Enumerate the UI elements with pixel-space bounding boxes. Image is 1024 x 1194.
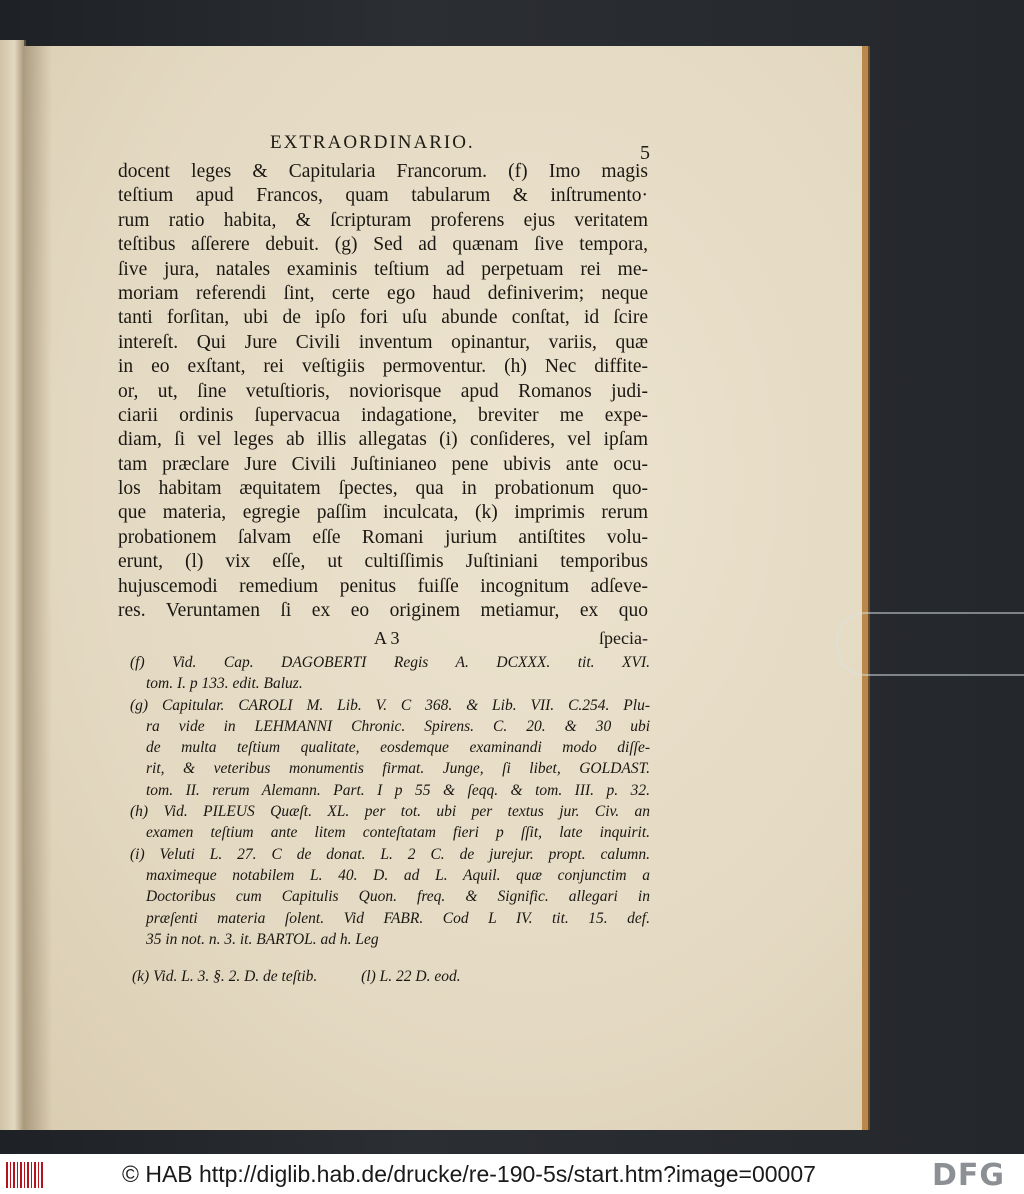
footnotes <box>130 652 650 950</box>
footnote-line: (f) Vid. Cap. DAGOBERTI Regis A. DCXXX. tit. XVI. <box>130 654 650 671</box>
body-line: diam, ſi vel leges ab illis allegatas (i) conſideres, vel ipſam <box>118 429 648 451</box>
catchword: ſpecia- <box>599 628 648 648</box>
footnote-g <box>130 695 650 801</box>
body-line: tanti forſitan, ubi de ipſo fori uſu abunde conſtat, id ſcire <box>118 307 648 329</box>
footnote-f <box>130 652 650 695</box>
signature-mark: A 3 <box>374 628 400 648</box>
signature-line <box>118 626 648 652</box>
footnote-line: (g) Capitular. CAROLI M. Lib. V. C 368. & Lib. VII. C.254. Plu- <box>130 696 650 714</box>
footnote-line: præſenti materia ſolent. Vid FABR. Cod L IV. tit. 15. def. <box>146 909 650 927</box>
footnote-line: tom. I. p 133. edit. Baluz. <box>146 675 303 693</box>
footnote-l: (l) L. 22 D. eod. <box>361 968 461 985</box>
footnote-line: tom. II. rerum Alemann. Part. I p 55 & ſeqq. & tom. III. p. 32. <box>146 781 650 799</box>
footnote-i <box>130 844 650 950</box>
footnote-k: (k) Vid. L. 3. §. 2. D. de teſtib. <box>132 968 318 985</box>
footnote-line: de multa teſtium qualitate, eosdemque examinandi modo diſſe- <box>146 739 650 757</box>
gutter-shadow <box>24 46 52 1130</box>
body-line: tam præclare Jure Civili Juſtinianeo pene ubivis ante ocu- <box>118 453 648 475</box>
body-text <box>118 160 648 623</box>
body-line: teſtium apud Francos, quam tabularum & inſtrumento· <box>118 185 648 207</box>
body-line: res. Veruntamen ſi ex eo originem metiamur, ex quo <box>118 600 648 622</box>
footnote-line: (i) Veluti L. 27. C de donat. L. 2 C. de jurejur. propt. calumn. <box>130 845 650 863</box>
running-head: EXTRAORDINARIO. <box>270 132 475 153</box>
body-line: docent leges & Capitularia Francorum. (f) Imo magis <box>118 161 648 182</box>
body-line: hujuscemodi remedium penitus fuiſſe incognitum adſeve- <box>118 575 648 597</box>
footnote-line: examen teſtium ante litem conteſtatam fieri p ſſit, late inquirit. <box>146 824 650 842</box>
footnote-line: (h) Vid. PILEUS Quæſt. XL. per tot. ubi per textus jur. Civ. an <box>130 803 650 821</box>
footnote-h <box>130 801 650 844</box>
copyright-url[interactable]: © HAB http://diglib.hab.de/drucke/re-190-5s/start.htm?image=00007 <box>122 1161 816 1187</box>
body-line: teſtibus aſſerere debuit. (g) Sed ad quænam ſive tempora, <box>118 234 648 256</box>
footnote-line: ra vide in LEHMANNI Chronic. Spirens. C. 20. & 30 ubi <box>146 717 650 735</box>
body-line: in eo exſtant, rei veſtigiis permoventur. (h) Nec diffite- <box>118 356 648 378</box>
footnote-line: rit, & veteribus monumentis firmat. Junge, ſi libet, GOLDAST. <box>146 760 650 778</box>
footer-bar <box>0 1154 1024 1194</box>
left-page-edge <box>0 40 26 1130</box>
footnote-line: 35 in not. n. 3. it. BARTOL. ad h. Leg <box>146 930 379 948</box>
body-line: or, ut, ſine vetuſtioris, noviorisque apud Romanos judi- <box>118 380 648 402</box>
barcode-icon <box>6 1162 44 1188</box>
body-line: moriam referendi ſint, certe ego haud definiverim; neque <box>118 282 648 304</box>
footnote-kl-row <box>132 968 552 986</box>
body-line: ciarii ordinis ſupervacua indagatione, breviter me expe- <box>118 404 648 426</box>
footnote-line: Doctoribus cum Capitulis Quon. freq. & Signific. allegari in <box>146 888 650 906</box>
body-line: los habitam æquitatem ſpectes, qua in probationum quo- <box>118 478 648 500</box>
body-line: probationem ſalvam eſſe Romani jurium antiſtites volu- <box>118 526 648 548</box>
body-line: intereſt. Qui Jure Civili inventum opinantur, variis, quæ <box>118 331 648 353</box>
dfg-logo: DFG <box>932 1158 1006 1193</box>
body-line: que materia, egregie paſſim inculcata, (k) imprimis rerum <box>118 502 648 524</box>
body-line: erunt, (l) vix eſſe, ut cultiſſimis Juſtiniani temporibus <box>118 551 648 573</box>
page-number: 5 <box>640 142 650 164</box>
body-line: rum ratio habita, & ſcripturam proferens ejus veritatem <box>118 209 648 231</box>
body-line: ſive jura, natales examinis teſtium ad perpetuam rei me- <box>118 258 648 280</box>
footnote-line: maximeque notabilem L. 40. D. ad L. Aquil. quæ conjunctim a <box>146 866 650 884</box>
glass-reflection <box>836 612 1024 676</box>
